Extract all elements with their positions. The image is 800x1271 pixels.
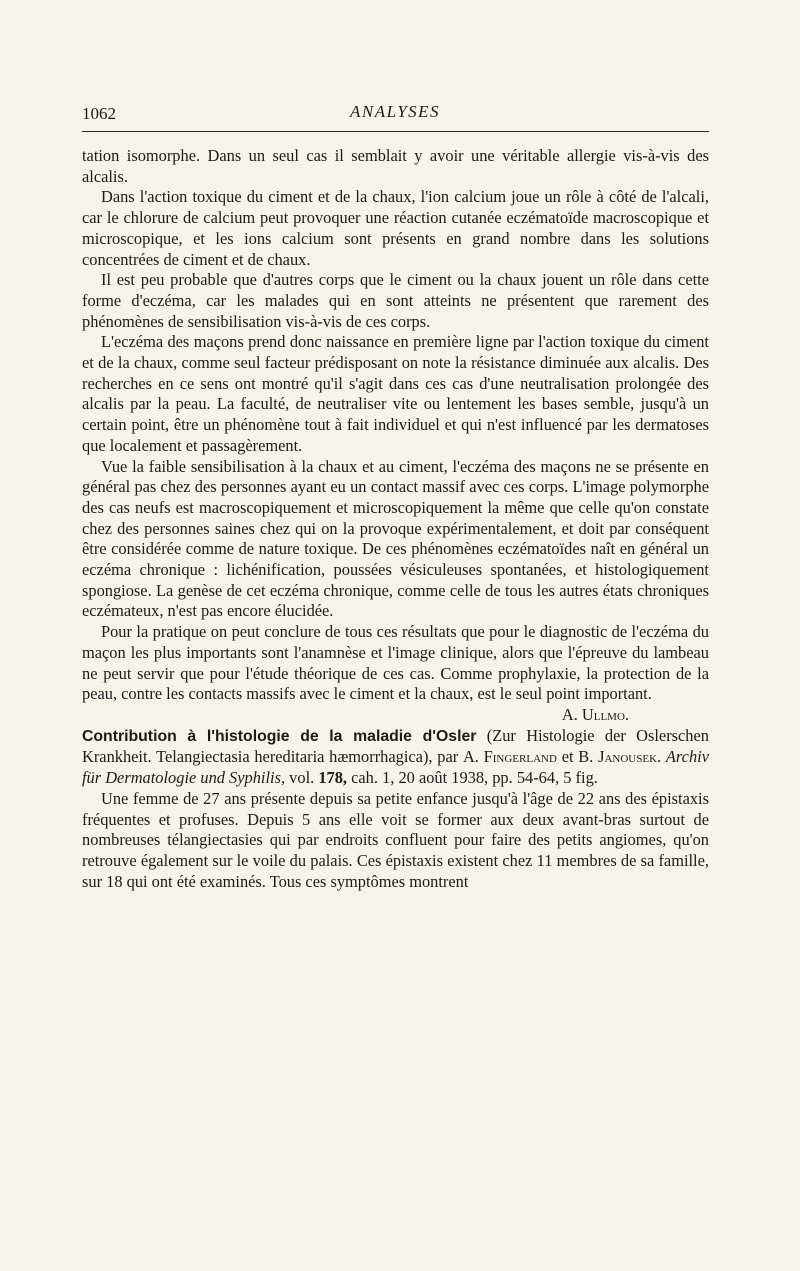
entry-original-title: (Zur Histologie der Oslerschen Krankheit. Telangiectasia hereditaria hæmorrhagica), par (82, 725, 709, 767)
paragraph-2: Dans l'action toxique du ciment et de la chaux, l'ion calcium joue un rôle à côté de l'alcali, car le chlorure de calcium peut provoquer une réaction cutanée eczématoïde macroscopique et microscopique, et les ions calcium sont présents en grand nombre dans les solutions concentrées de ciment et de chaux. (82, 187, 709, 269)
paragraph-6 (82, 622, 709, 724)
paragraph-5: Vue la faible sensibilisation à la chaux et au ciment, l'eczéma des maçons ne se présente en général pas chez des personnes ayant eu un contact massif avec ces corps. L'image polymorphe des cas neufs est macroscopiquement et microscopiquement la même que celle qu'on constate chez des personnes saines chez qui on la provoque expérimentalement, et doit par conséquent être considérée comme de nature toxique. De ces phénomènes eczématoïdes naît en général un eczéma chronique : lichénification, poussées vésiculeuses spontanées, et histologiquement spongiose. La genèse de cet eczéma chronique, comme celle de tous les autres états chroniques eczémateux, n'est pas encore élucidée. (82, 456, 709, 621)
entry-vol-label: vol. (289, 768, 315, 788)
review-signature: A. Ullmo. (561, 704, 629, 724)
entry-journal: Archiv für Dermatologie und Syphilis, (82, 747, 709, 788)
entry-issue-info: cah. 1, 20 août 1938, pp. 54-64, 5 fig. (351, 768, 598, 788)
entry-author-2: B. Janousek. (578, 747, 662, 767)
header-rule (82, 131, 709, 132)
paragraph-1: tation isomorphe. Dans un seul cas il semblait y avoir une véritable allergie vis-à-vis des alcalis. (82, 146, 709, 186)
entry-title: Contribution à l'histologie de la maladie d'Osler (82, 727, 477, 745)
entry-volume: 178, (318, 768, 348, 788)
entry-author-1: A. Fingerland (462, 747, 557, 767)
bibliographic-entry (82, 726, 709, 789)
running-title: ANALYSES (349, 102, 441, 121)
paragraph-6-text: Pour la pratique on peut conclure de tous ces résultats que pour le diagnostic de l'eczéma du maçon les plus importants sont l'anamnèse et l'image clinique, alors que l'épreuve du lambeau ne peut servir que pour l'étude théorique de ces cas. Comme prophylaxie, la protection de la peau, contre les contacts massifs avec le ciment et la chaux, est le seul point important. (82, 622, 709, 704)
entry-conjunction: et (561, 747, 574, 767)
article-body (82, 146, 709, 892)
paragraph-4: L'eczéma des maçons prend donc naissance en première ligne par l'action toxique du ciment et de la chaux, comme seul facteur prédisposant on note la résistance diminuée aux alcalis. Des recherches en ce sens ont montré qu'il s'agit dans ces cas d'une neutralisation prolongée des alcalis par la peau. La faculté, de neutraliser vite ou lentement les bases semble, jusqu'à un certain point, être un phénomène tout à fait individuel et qui n'est influencé par les dermatoses que localement et passagèrement. (82, 332, 709, 455)
abstract-paragraph: Une femme de 27 ans présente depuis sa petite enfance jusqu'à l'âge de 22 ans des épistaxis fréquentes et profuses. Depuis 5 ans elle voit se former aux deux avant-bras surtout de nombreuses télangiectasies qui par endroits confluent pour faire des petits angiomes, qu'on retrouve également sur le voile du palais. Ces épistaxis existent chez 11 membres de sa famille, sur 18 qui ont été examinés. Tous ces symptômes montrent (82, 788, 709, 891)
page-number: 1062 (82, 104, 116, 123)
paragraph-3: Il est peu probable que d'autres corps que le ciment ou la chaux jouent un rôle dans cette forme d'eczéma, car les malades qui en sont atteints ne présentent que rarement des phénomènes de sensibilisation vis-à-vis de ces corps. (82, 270, 709, 331)
page-header (82, 100, 708, 130)
